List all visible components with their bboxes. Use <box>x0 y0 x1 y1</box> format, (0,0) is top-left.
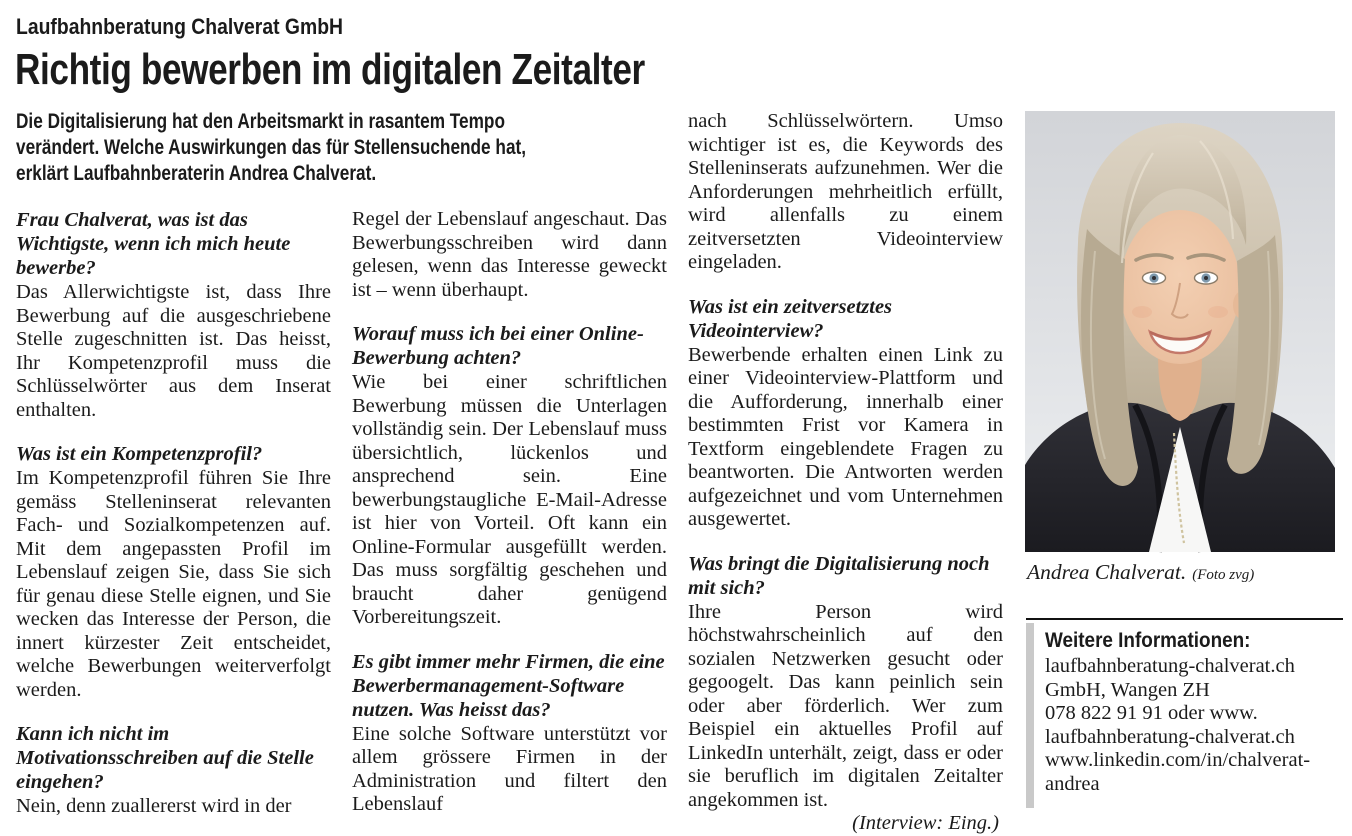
interview-question: Worauf muss ich bei einer Online-Bewerbung achten? <box>352 323 644 369</box>
article-column-1 <box>16 208 331 819</box>
article-column-2 <box>352 208 667 817</box>
portrait-photo <box>1025 111 1335 552</box>
interview-question: Frau Chalverat, was ist das Wichtigste, wenn ich mich heute bewerbe? <box>16 209 291 279</box>
interview-answer: Das Allerwichtigste ist, dass Ihre Bewerbung auf die ausgeschriebene Stelle zugeschnitten ist. Das heisst, Ihr Kompetenzprofil muss die Schlüsselwörter aus dem Inserat enthalten. <box>16 281 331 421</box>
info-box-line: laufbahnberatung-chalverat.ch <box>1045 725 1295 748</box>
interview-question: Was ist ein Kompetenzprofil? <box>16 443 263 465</box>
article-column-3 <box>688 110 1003 836</box>
interview-answer: Bewerbende erhalten einen Link zu einer Videointerview-Plattform und die Aufforderung, innerhalb einer bestimmten Frist vor Kamera in Textform eingeblendete Fragen zu beantworten. Die Antworten werden aufgezeichnet und vom Unternehmen ausgewertet. <box>688 343 1003 530</box>
photo-caption-name: Andrea Chalverat. <box>1027 560 1187 584</box>
interview-answer: Nein, denn zuallererst wird in der <box>16 795 292 817</box>
info-box <box>1026 618 1343 808</box>
article-headline: Richtig bewerben im digitalen Zeitalter <box>15 45 645 94</box>
interview-answer: Eine solche Software unterstützt vor allem grössere Firmen in der Administration und filtert den Lebenslauf <box>352 722 667 815</box>
interview-answer: Im Kompetenzprofil führen Sie Ihre gemäss Stelleninserat relevanten Fach- und Sozialkompetenzen auf. Mit dem angepassten Profil im Lebenslauf zeigen Sie, dass Sie sich für genau diese Stelle eignen, und Sie wecken das Interesse der Person, die innert kürzester Zeit entscheidet, welche Bewerbungen weiterverfolgt werden. <box>16 467 331 701</box>
interview-answer: Wie bei einer schriftlichen Bewerbung müssen die Unterlagen vollständig sein. Der Lebenslauf muss übersichtlich, lückenlos und ansprechend sein. Eine bewerbungstaugliche E-Mail-Adresse ist hier von Vorteil. Oft kann ein Online-Formular ausgefüllt werden. Das muss sorgfältig geschehen und braucht daher genügend Vorbereitungszeit. <box>352 371 667 628</box>
photo-caption <box>1027 560 1345 585</box>
article-kicker: Laufbahnberatung Chalverat GmbH <box>16 14 344 39</box>
info-box-title: Weitere Informationen: <box>1045 629 1251 652</box>
interview-answer: nach Schlüsselwörtern. Umso wichtiger ist es, die Keywords des Stelleninserats aufzunehmen. Wer die Anforderungen mehrheitlich erfüllt, wird allenfalls zu einem zeitversetzten Videointerview eingeladen. <box>688 110 1003 273</box>
portrait-photo-image <box>1025 111 1335 552</box>
interview-credit: (Interview: Eing.) <box>852 812 999 834</box>
cheek-right <box>1208 306 1228 318</box>
interview-answer: Ihre Person wird höchstwahrscheinlich auf den sozialen Netzwerken gesucht oder gegoogelt. Das kann peinlich sein oder aber förderlich. Wer zum Beispiel ein aktuelles Profil auf LinkedIn unterhält, zeigt, dass er oder sie beruflich im digitalen Zeitalter angekommen ist. <box>688 600 1003 811</box>
photo-caption-credit: (Foto zvg) <box>1192 567 1255 583</box>
interview-question: Kann ich nicht im Motivationsschreiben auf die Stelle eingehen? <box>16 723 314 793</box>
article-lead: Die Digitalisierung hat den Arbeitsmarkt in rasantem Tempo verändert. Welche Auswirkungen das für Stellensuchende hat, erklärt Laufbahnberaterin Andrea Chalverat. <box>16 110 527 185</box>
info-box-line: GmbH, Wangen ZH <box>1045 678 1210 701</box>
interview-answer: Regel der Lebenslauf angeschaut. Das Bewerbungsschreiben wird dann gelesen, wenn das Interesse geweckt ist – wenn überhaupt. <box>352 208 667 301</box>
info-box-content <box>1026 623 1343 808</box>
interview-question: Es gibt immer mehr Firmen, die eine Bewerbermanagement-Software nutzen. Was heisst das? <box>352 650 665 721</box>
info-box-line: 078 822 91 91 oder www. <box>1045 702 1258 724</box>
interview-question: Was bringt die Digitalisierung noch mit sich? <box>688 552 990 599</box>
info-box-line: www.linkedin.com/in/chalverat-andrea <box>1045 749 1311 795</box>
cheek-left <box>1132 306 1152 318</box>
info-box-line: laufbahnberatung-chalverat.ch <box>1045 655 1295 677</box>
interview-question: Was ist ein zeitversetztes Videointerview? <box>688 295 893 342</box>
